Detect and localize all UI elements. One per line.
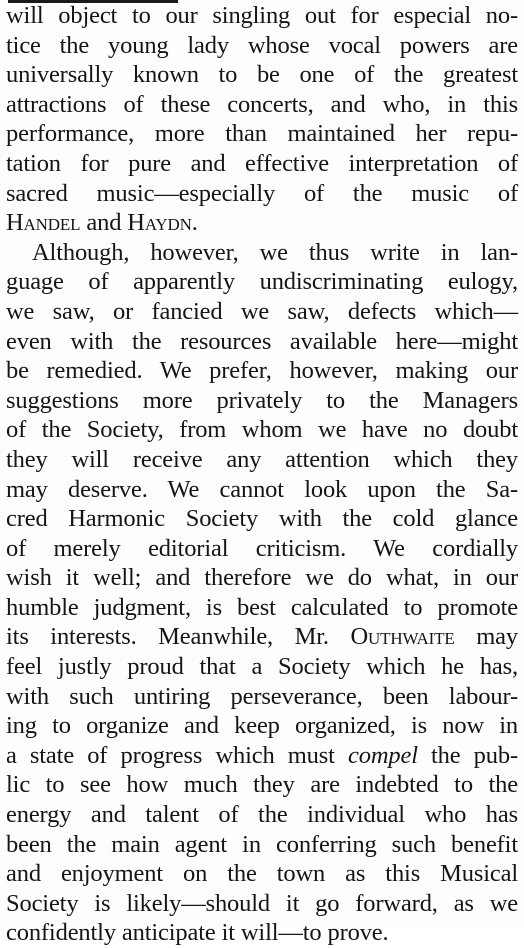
text-line bbox=[6, 918, 518, 948]
text-line bbox=[6, 267, 518, 297]
text-run: they will receive any attention which they bbox=[6, 445, 518, 473]
text-run: confidently anticipate it will—to prove. bbox=[6, 919, 389, 947]
text-run: sacred music—especially of the music of bbox=[6, 179, 518, 207]
text-run: cred Harmonic Society with the cold glance bbox=[6, 505, 518, 533]
text-line bbox=[6, 119, 518, 149]
small-caps-name: Outhwaite bbox=[350, 623, 455, 651]
text-line bbox=[6, 445, 518, 475]
text-line bbox=[6, 179, 518, 209]
text-line bbox=[6, 1, 518, 31]
text-line bbox=[6, 563, 518, 593]
text-line bbox=[6, 800, 518, 830]
paragraph-1 bbox=[6, 1, 518, 238]
text-run: been the main agent in conferring such benefit bbox=[6, 830, 518, 858]
text-line bbox=[6, 297, 518, 327]
text-run: guage of apparently undiscriminating eulogy, bbox=[6, 268, 518, 296]
text-run: tation for pure and effective interpretation of bbox=[6, 149, 518, 177]
text-run: a state of progress which must bbox=[6, 741, 348, 769]
text-run: of the Society, from whom we have no doubt bbox=[6, 416, 518, 444]
text-run: lic to see how much they are indebted to the bbox=[6, 771, 518, 799]
text-run: of merely editorial criticism. We cordially bbox=[6, 534, 518, 562]
text-run: tice the young lady whose vocal powers are bbox=[6, 31, 518, 59]
text-run: its interests. Meanwhile, Mr. bbox=[6, 623, 351, 651]
paragraph-2 bbox=[6, 238, 518, 948]
text-run: Society is likely—should it go forward, as we bbox=[6, 889, 518, 917]
text-line bbox=[6, 593, 518, 623]
text-line bbox=[6, 534, 518, 564]
text-line bbox=[6, 682, 518, 712]
text-run: may deserve. We cannot look upon the Sa- bbox=[6, 475, 518, 503]
text-run: may bbox=[454, 623, 518, 651]
text-line bbox=[6, 327, 518, 357]
text-line bbox=[6, 711, 518, 741]
text-line bbox=[6, 652, 518, 682]
article-body bbox=[6, 1, 518, 948]
small-caps-name: Handel bbox=[6, 209, 81, 237]
text-run: with such untiring perseverance, been labour- bbox=[6, 682, 518, 710]
text-line bbox=[6, 622, 518, 652]
text-run: will object to our singling out for especial no- bbox=[6, 2, 518, 29]
text-run: wish it well; and therefore we do what, in our bbox=[6, 564, 518, 592]
text-run: Although, however, we thus write in lan- bbox=[32, 238, 518, 266]
text-run: attractions of these concerts, and who, in this bbox=[6, 90, 518, 118]
text-run: and bbox=[80, 209, 128, 237]
text-line bbox=[6, 208, 518, 238]
text-line bbox=[6, 31, 518, 61]
text-run: ing to organize and keep organized, is now in bbox=[6, 712, 518, 740]
text-run: universally known to be one of the greatest bbox=[6, 61, 518, 89]
text-run: humble judgment, is best calculated to promote bbox=[6, 593, 518, 621]
text-line bbox=[6, 889, 518, 919]
italic-word: compel bbox=[348, 741, 418, 769]
text-run: we saw, or fancied we saw, defects which— bbox=[6, 297, 518, 325]
text-line bbox=[6, 475, 518, 505]
text-run: . bbox=[191, 209, 198, 237]
text-line bbox=[6, 504, 518, 534]
text-line bbox=[6, 830, 518, 860]
text-run: performance, more than maintained her repu- bbox=[6, 120, 518, 148]
text-run: feel justly proud that a Society which he has, bbox=[6, 653, 518, 681]
text-run: energy and talent of the individual who has bbox=[6, 801, 518, 829]
text-run: the pub- bbox=[417, 741, 518, 769]
text-line bbox=[6, 356, 518, 386]
text-run: suggestions more privately to the Managers bbox=[6, 386, 518, 414]
text-run: and enjoyment on the town as this Musical bbox=[6, 860, 518, 888]
text-line bbox=[6, 770, 518, 800]
text-line bbox=[6, 741, 518, 771]
text-run: be remedied. We prefer, however, making our bbox=[6, 357, 518, 385]
small-caps-name: Haydn bbox=[127, 209, 192, 237]
text-line bbox=[6, 386, 518, 416]
text-run: even with the resources available here—might bbox=[6, 327, 518, 355]
text-line bbox=[6, 60, 518, 90]
text-line bbox=[6, 238, 518, 268]
text-line bbox=[6, 859, 518, 889]
text-line bbox=[6, 415, 518, 445]
text-line bbox=[6, 90, 518, 120]
text-line bbox=[6, 149, 518, 179]
